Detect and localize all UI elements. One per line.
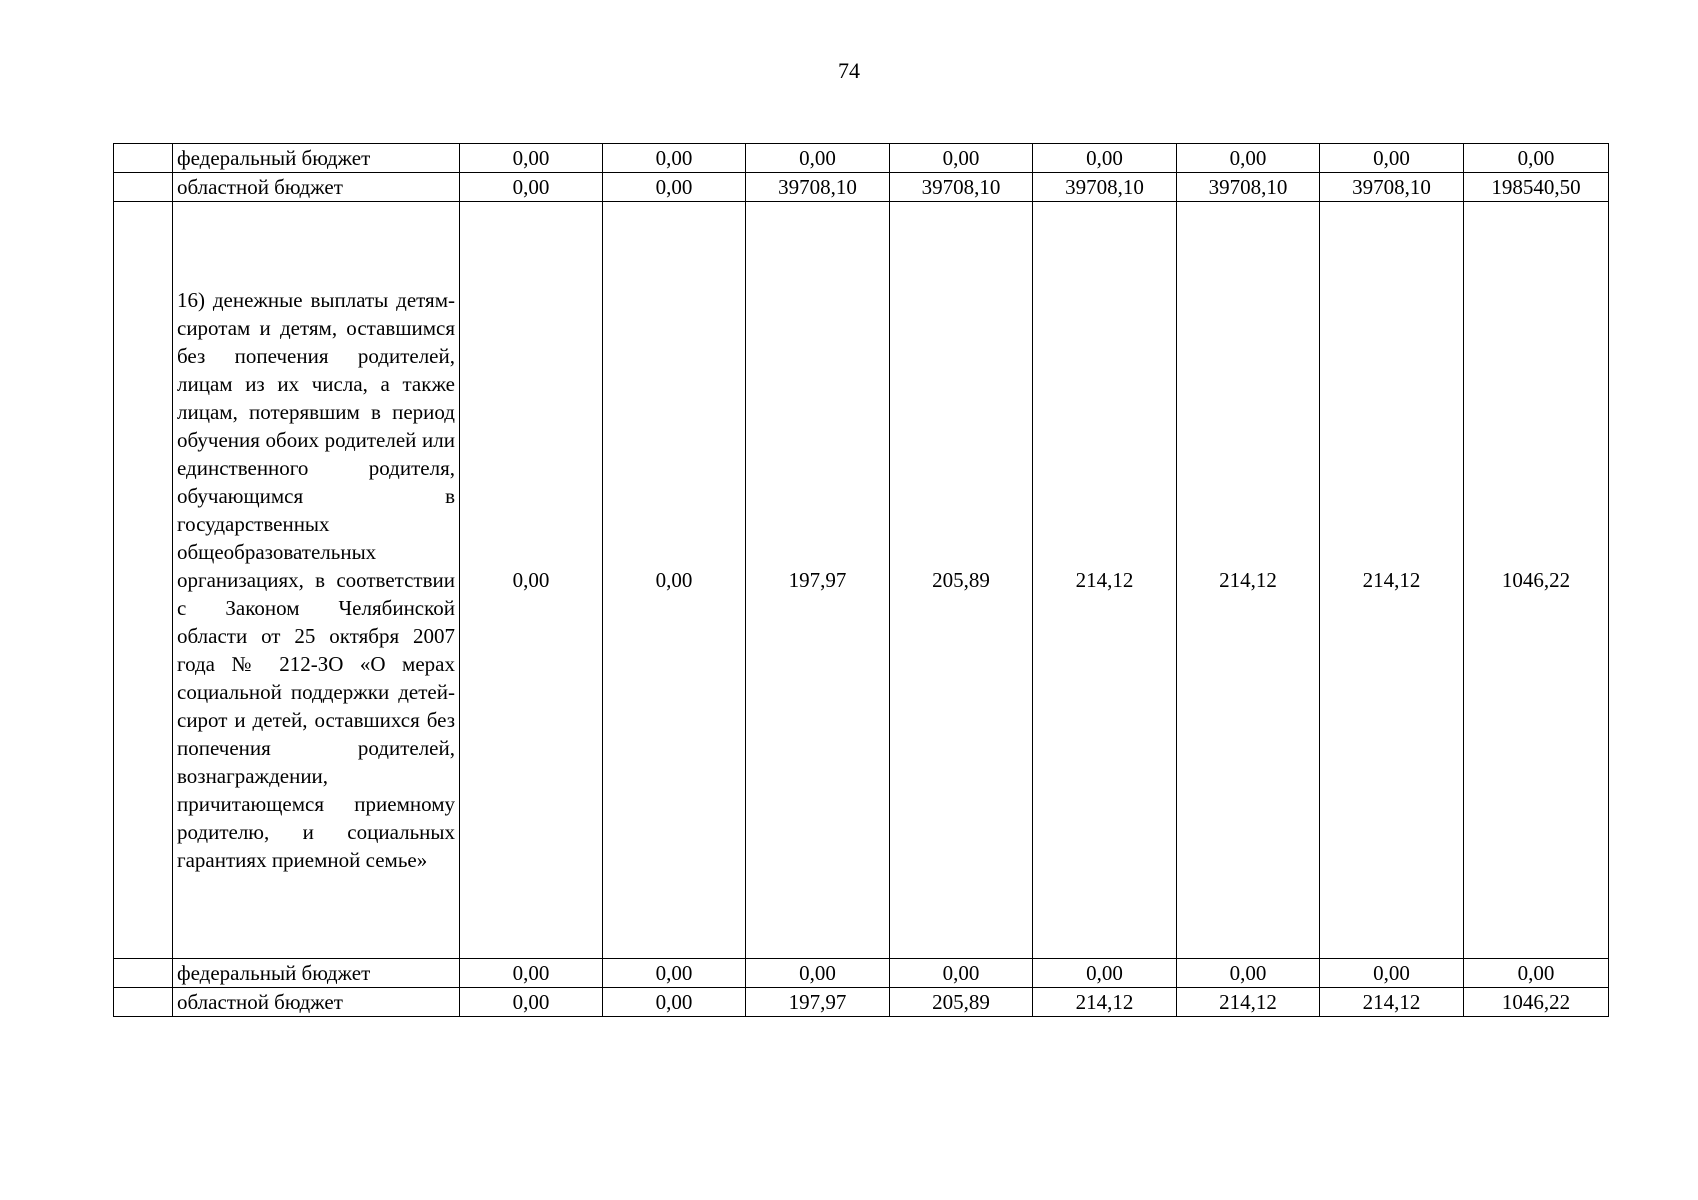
total-cell: 0,00 — [1464, 959, 1609, 988]
value-cell: 0,00 — [603, 988, 746, 1017]
value-cell: 214,12 — [1320, 988, 1464, 1017]
measure-description: 16) денежные выплаты детям-сиротам и детям, оставшимся без попечения родителей, лицам из их числа, а также лицам, потерявшим в период обучения обоих родителей или единственного родителя, обучающимся в государственных общеобразовательных организациях, в соответствии с Законом Челябинской области от 25 октября 2007 года № 212-ЗО «О мерах социальной поддержки детей-сирот и детей, оставшихся без попечения родителей, вознаграждении, причитающемся приемному родителю, и социальных гарантиях приемной семье» — [173, 202, 460, 959]
row-number-cell — [114, 173, 173, 202]
value-cell: 39708,10 — [1320, 173, 1464, 202]
value-cell: 0,00 — [460, 988, 603, 1017]
budget-table — [113, 143, 1609, 1017]
value-cell: 39708,10 — [746, 173, 890, 202]
value-cell: 214,12 — [1177, 202, 1320, 959]
total-cell: 198540,50 — [1464, 173, 1609, 202]
value-cell: 0,00 — [1177, 959, 1320, 988]
value-cell: 0,00 — [890, 959, 1033, 988]
value-cell: 0,00 — [1033, 144, 1177, 173]
row-number-cell — [114, 988, 173, 1017]
value-cell: 39708,10 — [1033, 173, 1177, 202]
row-label: областной бюджет — [173, 173, 460, 202]
value-cell: 0,00 — [460, 959, 603, 988]
page-number: 74 — [838, 58, 860, 83]
value-cell: 214,12 — [1320, 202, 1464, 959]
value-cell: 214,12 — [1033, 988, 1177, 1017]
value-cell: 214,12 — [1033, 202, 1177, 959]
total-cell: 1046,22 — [1464, 988, 1609, 1017]
table-row — [114, 173, 1609, 202]
value-cell: 0,00 — [890, 144, 1033, 173]
value-cell: 0,00 — [1177, 144, 1320, 173]
value-cell: 197,97 — [746, 202, 890, 959]
value-cell: 0,00 — [746, 144, 890, 173]
value-cell: 0,00 — [603, 959, 746, 988]
value-cell: 0,00 — [1320, 959, 1464, 988]
value-cell: 0,00 — [603, 144, 746, 173]
value-cell: 39708,10 — [1177, 173, 1320, 202]
value-cell: 0,00 — [460, 202, 603, 959]
value-cell: 0,00 — [603, 202, 746, 959]
row-number-cell — [114, 959, 173, 988]
value-cell: 205,89 — [890, 202, 1033, 959]
row-label: федеральный бюджет — [173, 144, 460, 173]
value-cell: 0,00 — [1033, 959, 1177, 988]
total-cell: 0,00 — [1464, 144, 1609, 173]
value-cell: 0,00 — [603, 173, 746, 202]
value-cell: 197,97 — [746, 988, 890, 1017]
table-row — [114, 959, 1609, 988]
value-cell: 214,12 — [1177, 988, 1320, 1017]
row-number-cell — [114, 202, 173, 959]
table-row — [114, 988, 1609, 1017]
row-number-cell — [114, 144, 173, 173]
total-cell: 1046,22 — [1464, 202, 1609, 959]
row-label: областной бюджет — [173, 988, 460, 1017]
table-row — [114, 202, 1609, 959]
value-cell: 39708,10 — [890, 173, 1033, 202]
value-cell: 0,00 — [460, 144, 603, 173]
table-row — [114, 144, 1609, 173]
value-cell: 0,00 — [460, 173, 603, 202]
value-cell: 0,00 — [746, 959, 890, 988]
row-label: федеральный бюджет — [173, 959, 460, 988]
value-cell: 205,89 — [890, 988, 1033, 1017]
value-cell: 0,00 — [1320, 144, 1464, 173]
